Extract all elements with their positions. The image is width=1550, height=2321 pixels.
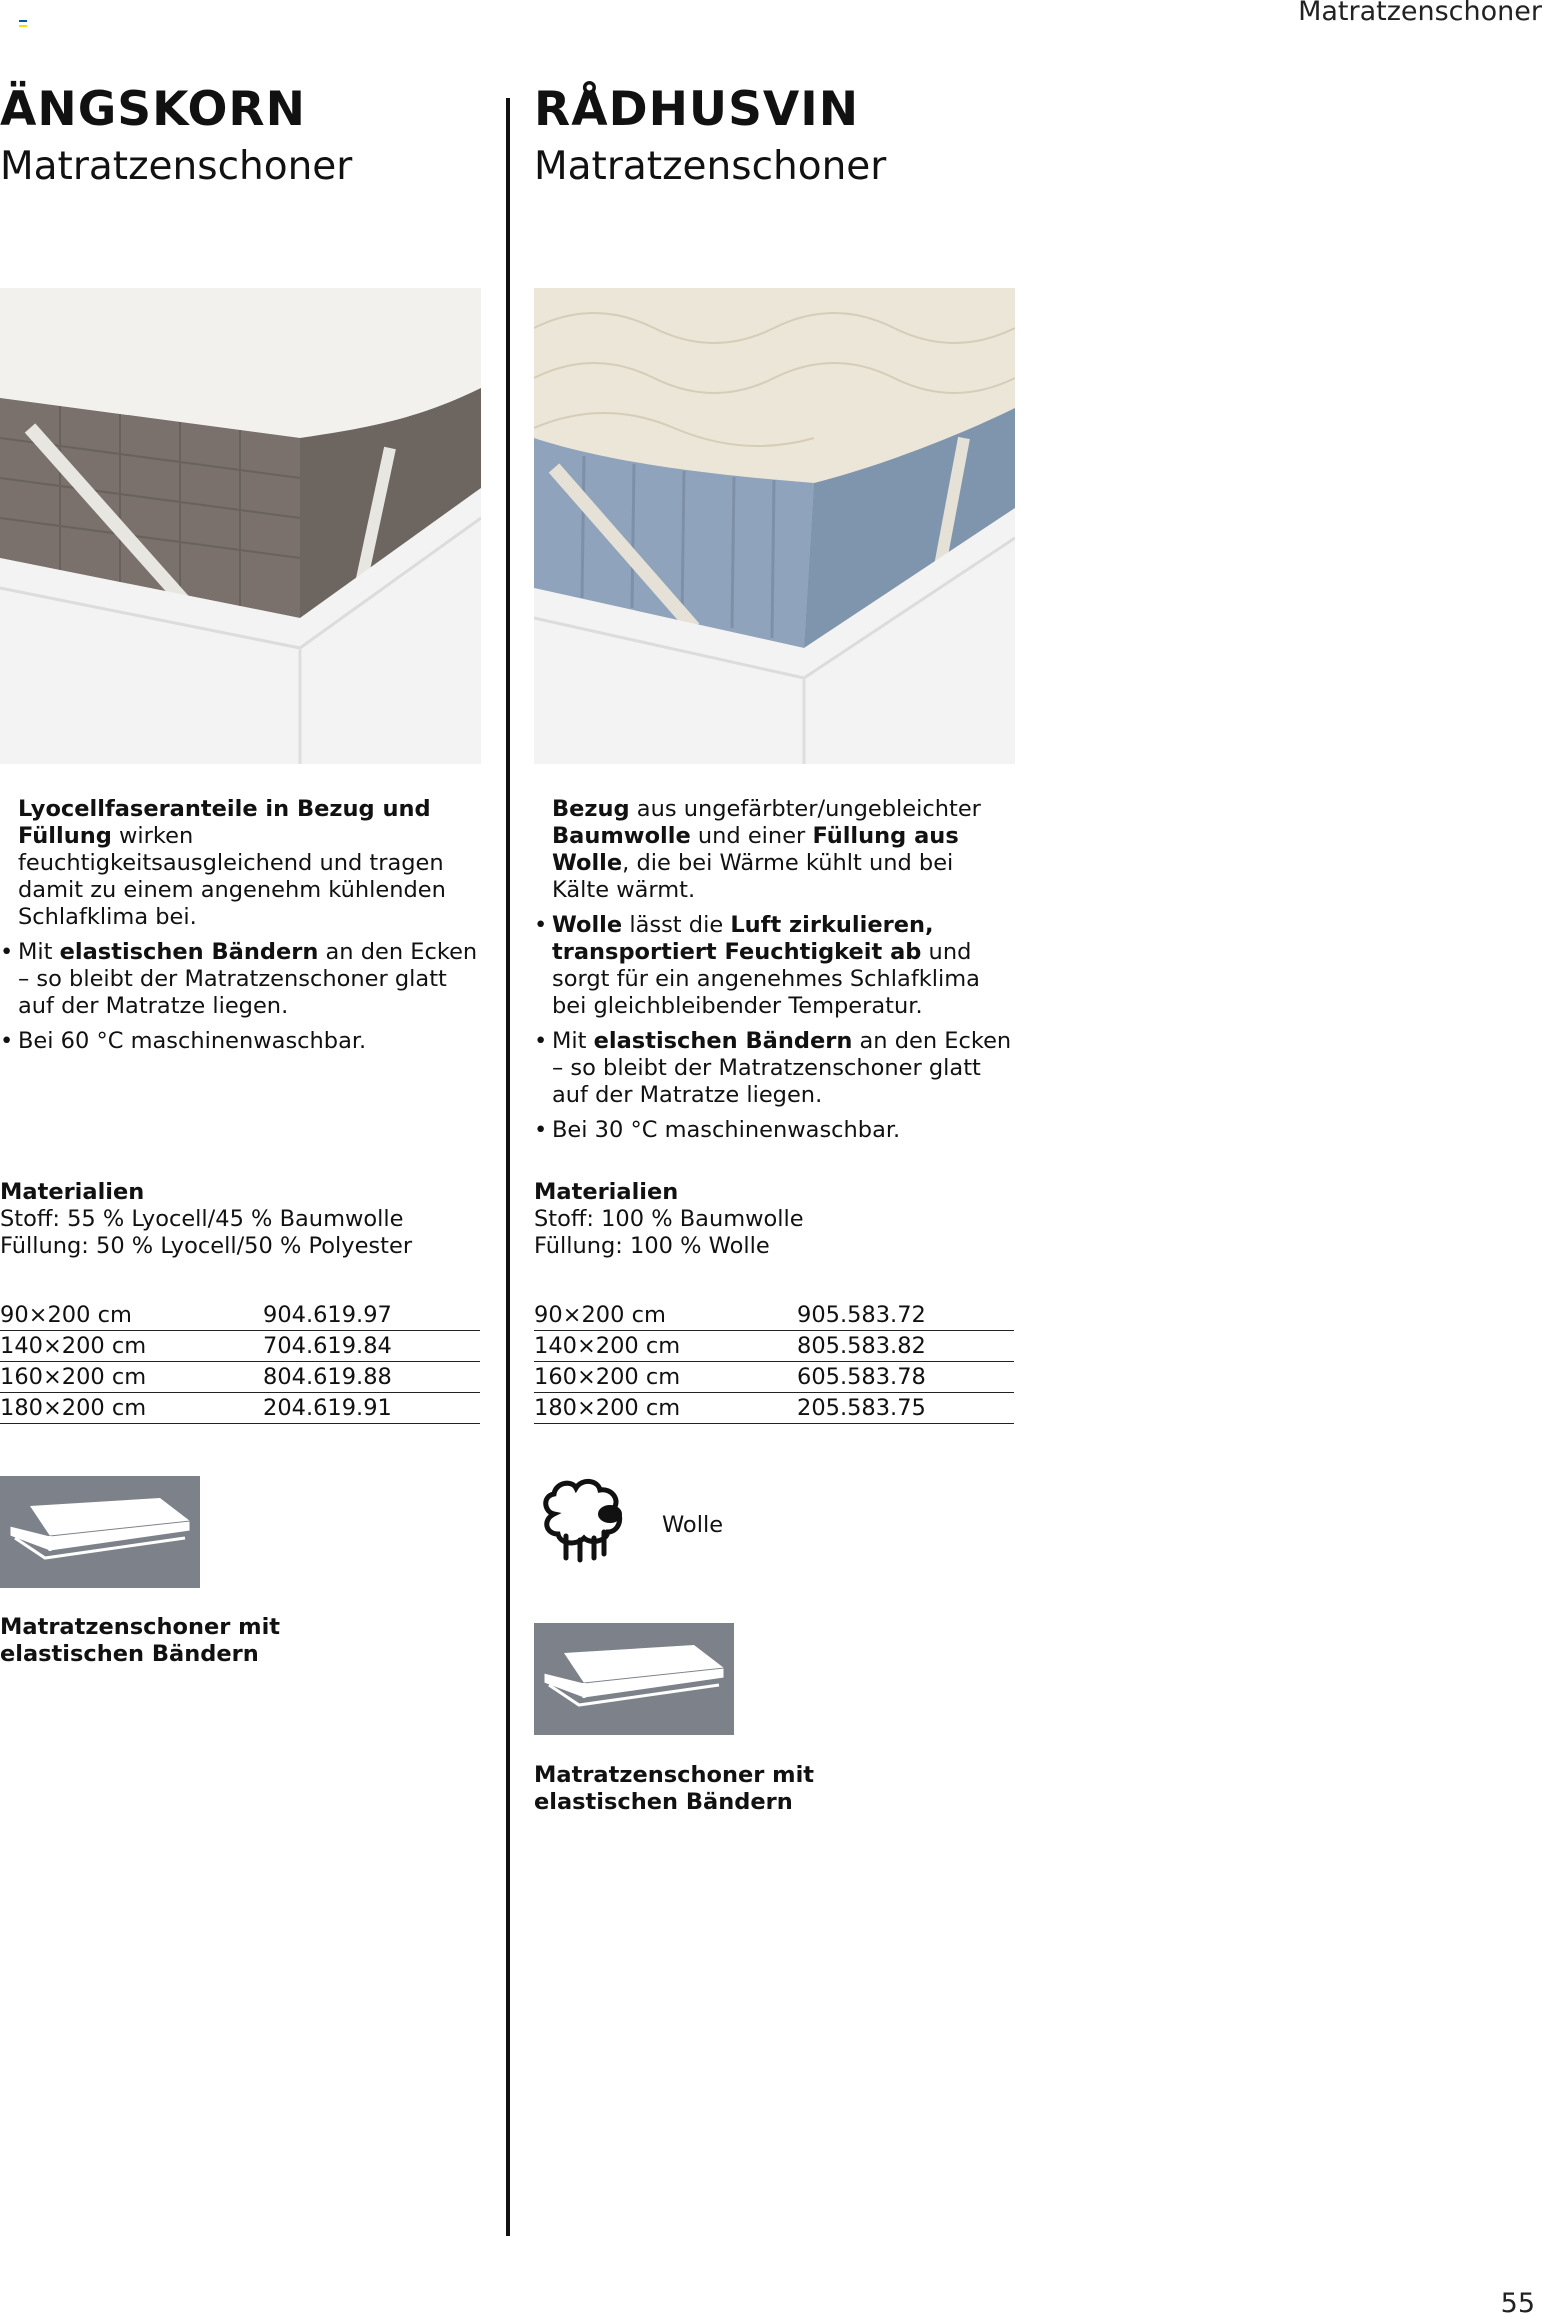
sheep-icon [534, 1474, 630, 1570]
materials [0, 1179, 480, 1260]
article-number: 804.619.88 [263, 1362, 480, 1393]
feature-label: Matratzenschoner mit elastischen Bändern [0, 1614, 281, 1667]
article-number: 805.583.82 [797, 1331, 1014, 1362]
table-row [0, 1331, 480, 1362]
article-number: 904.619.97 [263, 1298, 480, 1331]
product-subtitle: Matratzenschoner [0, 144, 353, 189]
table-row [534, 1393, 1014, 1424]
product-name: RÅDHUSVIN [534, 82, 860, 137]
table-row [534, 1331, 1014, 1362]
product-photo [0, 288, 481, 764]
description-paragraph: Bezug aus ungefärbter/ungebleichter Baumwolle und einer Füllung aus Wolle, die bei Wärme kühlt und bei Kälte wärmt. [552, 796, 981, 903]
fitted-protector-icon [0, 1476, 200, 1588]
article-number: 704.619.84 [263, 1331, 480, 1362]
description-paragraph: Lyocellfaseranteile in Bezug und Füllung wirken feuchtigkeitsausgleichend und tragen damit zu einem angenehm kühlenden Schlafklima bei. [18, 796, 446, 930]
size-cell: 160×200 cm [534, 1362, 797, 1393]
table-row [534, 1298, 1014, 1331]
column-divider [506, 98, 510, 2236]
list-item: • Wolle lässt die Luft zirkulieren, transportiert Feuchtigkeit ab und sorgt für ein angenehmes Schlafklima bei gleichbleibender Temperatur. [552, 912, 1012, 1020]
size-cell: 140×200 cm [534, 1331, 797, 1362]
list-item: • Bei 30 °C maschinenwaschbar. [552, 1117, 1012, 1144]
size-cell: 90×200 cm [0, 1298, 263, 1331]
feature-list [552, 912, 1012, 1144]
product-description [18, 796, 478, 1063]
size-cell: 90×200 cm [534, 1298, 797, 1331]
product-photo [534, 288, 1015, 764]
table-row [0, 1393, 480, 1424]
size-cell: 140×200 cm [0, 1331, 263, 1362]
feature-list [18, 939, 478, 1055]
list-item: • Mit elastischen Bändern an den Ecken – so bleibt der Matratzenschoner glatt auf der Matratze liegen. [18, 939, 478, 1020]
materials-heading: Materialien [534, 1179, 679, 1205]
size-cell: 180×200 cm [534, 1393, 797, 1424]
materials-fabric: Stoff: 100 % Baumwolle [534, 1206, 804, 1232]
list-item: • Bei 60 °C maschinenwaschbar. [18, 1028, 478, 1055]
size-table [0, 1298, 480, 1424]
article-number: 204.619.91 [263, 1393, 480, 1424]
fitted-protector-icon [534, 1623, 734, 1735]
size-table [534, 1298, 1014, 1424]
product-description [552, 796, 1012, 1152]
table-row [0, 1298, 480, 1331]
feature-label: Matratzenschoner mit elastischen Bändern [534, 1762, 815, 1815]
materials-filling: Füllung: 50 % Lyocell/50 % Polyester [0, 1233, 413, 1259]
table-row [534, 1362, 1014, 1393]
page-number: 55 [1500, 2288, 1535, 2319]
brand-mark [19, 20, 27, 27]
materials-filling: Füllung: 100 % Wolle [534, 1233, 770, 1259]
section-label: Matratzenschoner [1298, 0, 1542, 27]
size-cell: 160×200 cm [0, 1362, 263, 1393]
product-subtitle: Matratzenschoner [534, 144, 887, 189]
article-number: 605.583.78 [797, 1362, 1014, 1393]
materials-fabric: Stoff: 55 % Lyocell/45 % Baumwolle [0, 1206, 404, 1232]
wool-label: Wolle [662, 1512, 724, 1538]
table-row [0, 1362, 480, 1393]
article-number: 205.583.75 [797, 1393, 1014, 1424]
product-name: ÄNGSKORN [0, 82, 306, 137]
materials-heading: Materialien [0, 1179, 145, 1205]
list-item: • Mit elastischen Bändern an den Ecken – so bleibt der Matratzenschoner glatt auf der Matratze liegen. [552, 1028, 1012, 1109]
article-number: 905.583.72 [797, 1298, 1014, 1331]
size-cell: 180×200 cm [0, 1393, 263, 1424]
materials [534, 1179, 1014, 1260]
